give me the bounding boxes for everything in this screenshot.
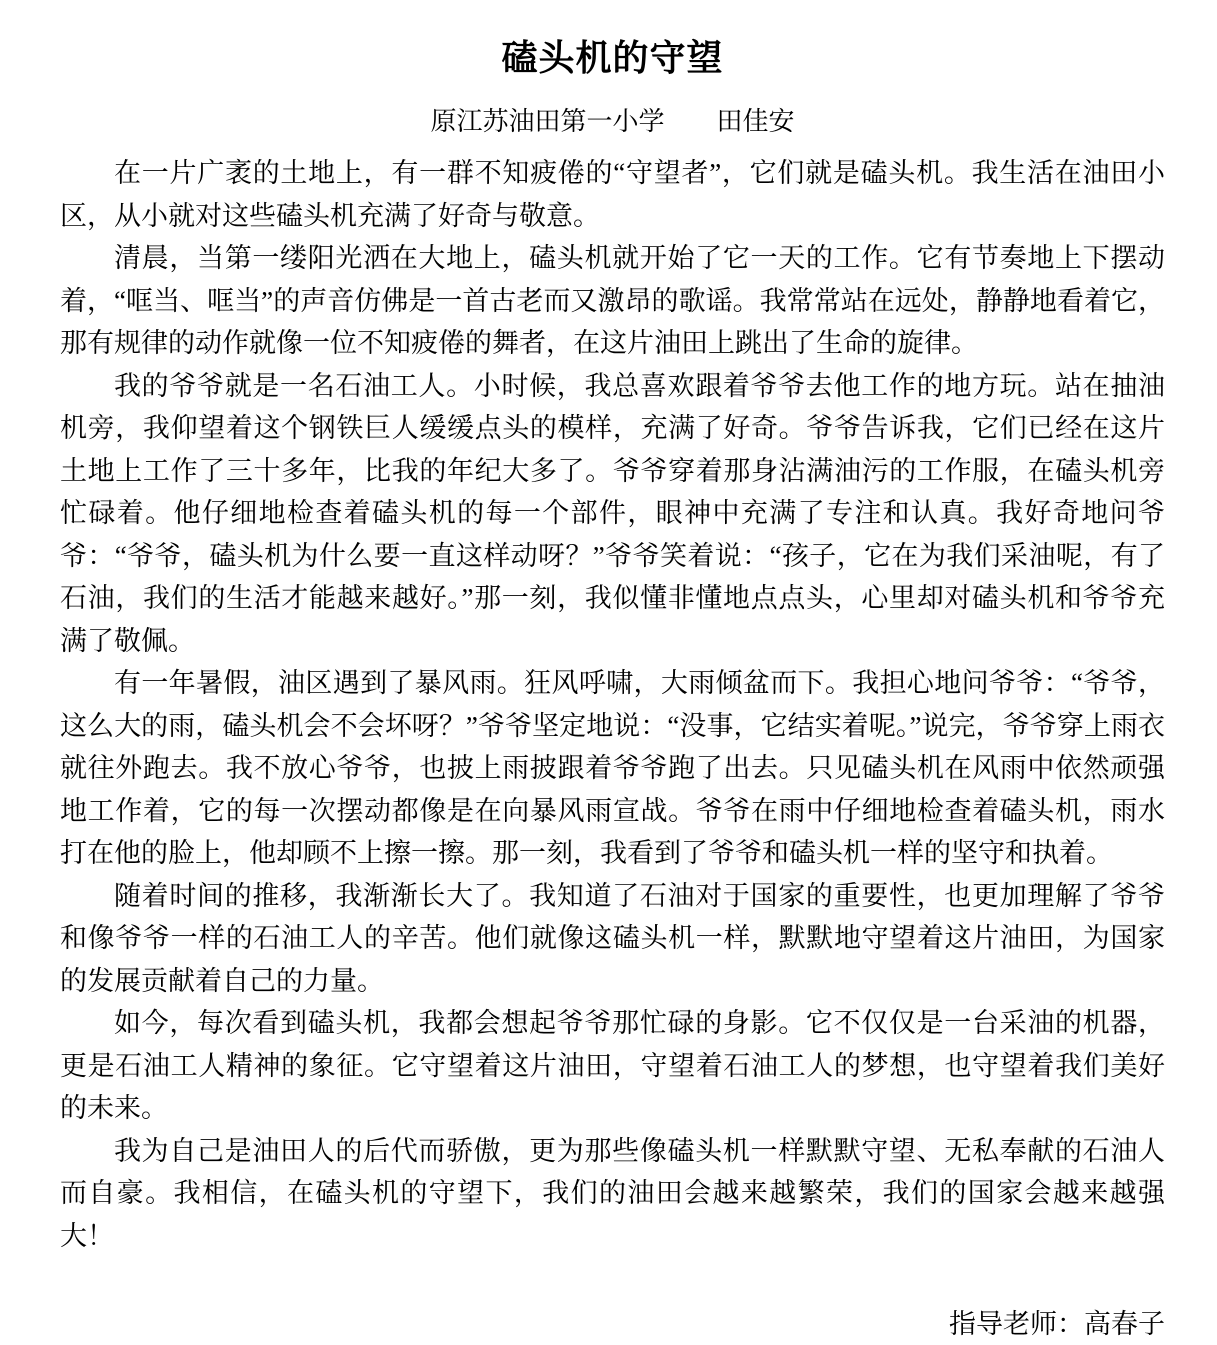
paragraph: 在一片广袤的土地上，有一群不知疲倦的“守望者”，它们就是磕头机。我生活在油田小区，从小就对这些磕头机充满了好奇与敬意。 — [60, 158, 1165, 231]
byline-school: 原江苏油田第一小学 — [430, 107, 665, 136]
paragraph: 我为自己是油田人的后代而骄傲，更为那些像磕头机一样默默守望、无私奉献的石油人而自豪。我相信，在磕头机的守望下，我们的油田会越来越繁荣，我们的国家会越来越强大！ — [60, 1135, 1165, 1251]
paragraph: 清晨，当第一缕阳光洒在大地上，磕头机就开始了它一天的工作。它有节奏地上下摆动着，“哐当、哐当”的声音仿佛是一首古老而又激昂的歌谣。我常常站在远处，静静地看着它，那有规律的动作就像一位不知疲倦的舞者，在这片油田上跳出了生命的旋律。 — [60, 243, 1165, 358]
paragraph: 如今，每次看到磕头机，我都会想起爷爷那忙碌的身影。它不仅仅是一台采油的机器，更是石油工人精神的象征。它守望着这片油田，守望着石油工人的梦想，也守望着我们美好的未来。 — [60, 1008, 1165, 1123]
teacher-credit: 指导老师：高春子 — [949, 1309, 1165, 1339]
essay-body — [60, 152, 1165, 1257]
paragraph: 我的爷爷就是一名石油工人。小时候，我总喜欢跟着爷爷去他工作的地方玩。站在抽油机旁，我仰望着这个钢铁巨人缓缓点头的模样，充满了好奇。爷爷告诉我，它们已经在这片土地上工作了三十多年，比我的年纪大多了。爷爷穿着那身沾满油污的工作服，在磕头机旁忙碌着。他仔细地检查着磕头机的每一个部件，眼神中充满了专注和认真。我好奇地问爷爷：“爷爷，磕头机为什么要一直这样动呀？”爷爷笑着说：“孩子，它在为我们采油呢，有了石油，我们的生活才能越来越好。”那一刻，我似懂非懂地点点头，心里却对磕头机和爷爷充满了敬佩。 — [60, 370, 1165, 656]
paragraph: 有一年暑假，油区遇到了暴风雨。狂风呼啸，大雨倾盆而下。我担心地问爷爷：“爷爷，这么大的雨，磕头机会不会坏呀？”爷爷坚定地说：“没事，它结实着呢。”说完，爷爷穿上雨衣就往外跑去。我不放心爷爷，也披上雨披跟着爷爷跑了出去。只见磕头机在风雨中依然顽强地工作着，它的每一次摆动都像是在向暴风雨宣战。爷爷在雨中仔细地检查着磕头机，雨水打在他的脸上，他却顾不上擦一擦。那一刻，我看到了爷爷和磕头机一样的坚守和执着。 — [60, 668, 1165, 868]
paragraph: 随着时间的推移，我渐渐长大了。我知道了石油对于国家的重要性，也更加理解了爷爷和像爷爷一样的石油工人的辛苦。他们就像这磕头机一样，默默地守望着这片油田，为国家的发展贡献着自己的力量。 — [60, 880, 1165, 996]
byline — [60, 106, 1165, 138]
document-title: 磕头机的守望 — [501, 38, 724, 78]
byline-author: 田佳安 — [716, 107, 795, 136]
